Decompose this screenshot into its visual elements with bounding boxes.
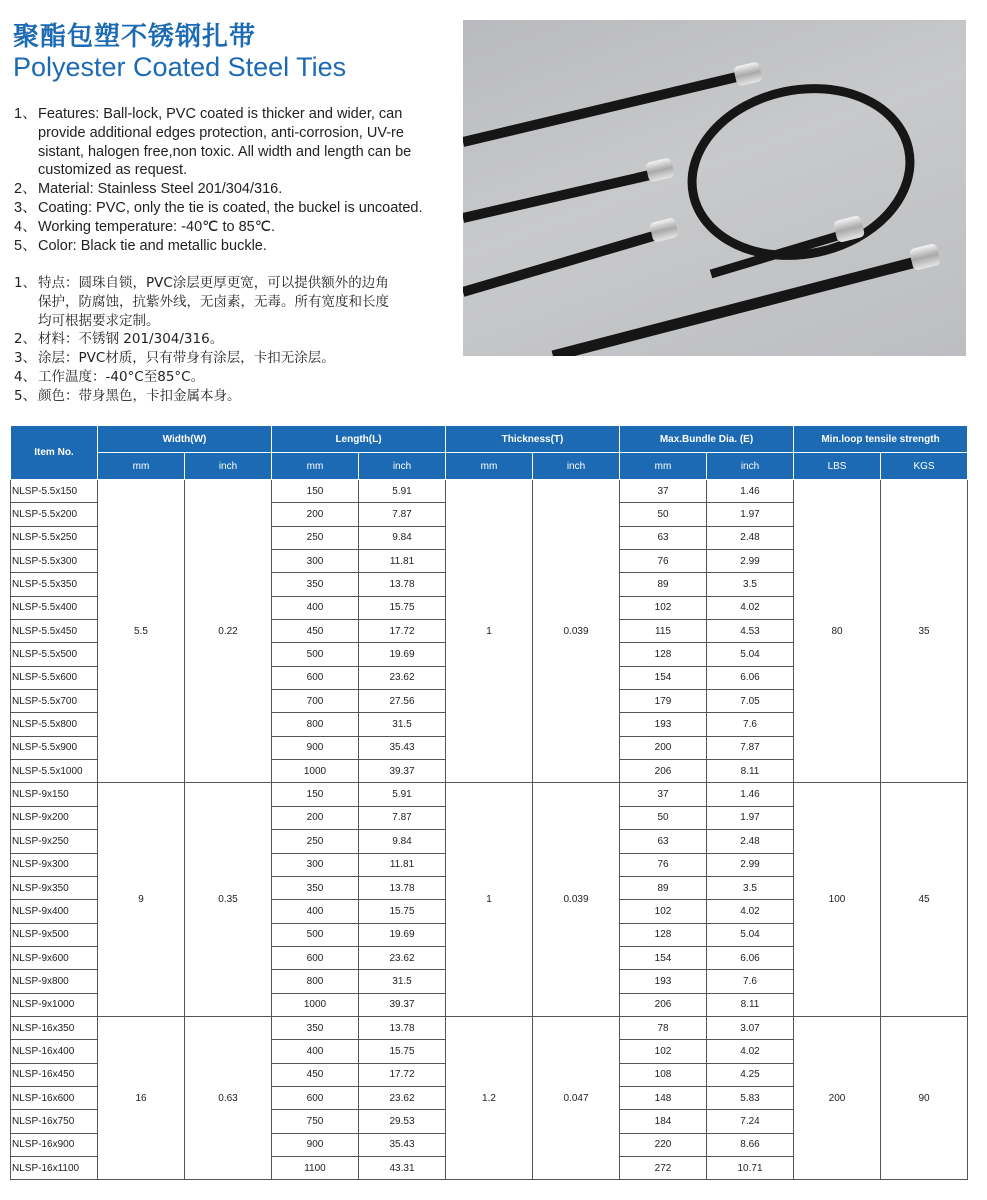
cell-length-mm: 900 <box>272 736 359 759</box>
cell-lbs: 200 <box>794 1016 881 1179</box>
cell-length-mm: 200 <box>272 806 359 829</box>
cell-bundle-mm: 200 <box>620 736 707 759</box>
cell-length-mm: 1000 <box>272 993 359 1016</box>
feature-number: 1、 <box>14 275 37 291</box>
cell-length-mm: 450 <box>272 620 359 643</box>
cell-length-inch: 19.69 <box>359 643 446 666</box>
cell-item-no: NLSP-16x1100 <box>11 1156 98 1179</box>
cell-bundle-inch: 4.02 <box>707 1040 794 1063</box>
cell-bundle-inch: 1.46 <box>707 783 794 806</box>
header-width: Width(W) <box>98 426 272 453</box>
cell-bundle-mm: 37 <box>620 480 707 503</box>
cell-bundle-inch: 6.06 <box>707 666 794 689</box>
cell-bundle-mm: 76 <box>620 853 707 876</box>
cell-thickness-mm: 1 <box>446 783 533 1016</box>
cell-bundle-mm: 63 <box>620 526 707 549</box>
header-tensile: Min.loop tensile strength <box>794 426 968 453</box>
cell-bundle-mm: 76 <box>620 550 707 573</box>
cell-bundle-mm: 148 <box>620 1086 707 1109</box>
cell-length-inch: 7.87 <box>359 503 446 526</box>
feature-line: 特点：圆珠自锁，PVC涂层更厚更宽，可以提供额外的边角 <box>38 275 389 291</box>
features-list-chinese <box>14 274 454 406</box>
cell-thickness-mm: 1 <box>446 480 533 783</box>
cell-length-inch: 19.69 <box>359 923 446 946</box>
feature-item <box>14 180 454 199</box>
cell-bundle-mm: 102 <box>620 900 707 923</box>
feature-line: customized as request. <box>38 162 188 179</box>
cell-bundle-inch: 7.24 <box>707 1110 794 1133</box>
cell-length-mm: 300 <box>272 853 359 876</box>
subheader-width-mm: mm <box>98 453 185 480</box>
feature-number: 3、 <box>14 199 37 216</box>
cell-bundle-inch: 4.02 <box>707 596 794 619</box>
cell-kgs: 45 <box>881 783 968 1016</box>
cell-bundle-mm: 102 <box>620 596 707 619</box>
cell-bundle-mm: 50 <box>620 503 707 526</box>
header-thickness: Thickness(T) <box>446 426 620 453</box>
cell-item-no: NLSP-5.5x1000 <box>11 760 98 783</box>
cell-bundle-mm: 128 <box>620 643 707 666</box>
coated-steel-ties-photo <box>463 20 966 356</box>
feature-line: 保护，防腐蚀，抗紫外线，无卤素，无毒。所有宽度和长度 <box>38 293 389 310</box>
cell-item-no: NLSP-5.5x400 <box>11 596 98 619</box>
table-row <box>11 783 968 806</box>
feature-number: 3、 <box>14 350 37 367</box>
cell-length-inch: 17.72 <box>359 620 446 643</box>
feature-line: 颜色：带身黑色，卡扣金属本身。 <box>38 387 241 404</box>
cell-length-inch: 11.81 <box>359 853 446 876</box>
cell-width-inch: 0.35 <box>185 783 272 1016</box>
cell-bundle-inch: 1.97 <box>707 503 794 526</box>
cell-length-inch: 31.5 <box>359 713 446 736</box>
feature-item <box>14 274 454 330</box>
feature-line: 涂层：PVC材质，只有带身有涂层，卡扣无涂层。 <box>38 350 335 367</box>
cell-length-mm: 400 <box>272 1040 359 1063</box>
cell-length-mm: 400 <box>272 596 359 619</box>
cell-length-mm: 150 <box>272 480 359 503</box>
coated-steel-ties-photo-icon <box>463 20 966 356</box>
cell-item-no: NLSP-16x450 <box>11 1063 98 1086</box>
cell-kgs: 90 <box>881 1016 968 1179</box>
cell-length-mm: 350 <box>272 876 359 899</box>
cell-length-inch: 17.72 <box>359 1063 446 1086</box>
cell-thickness-inch: 0.039 <box>533 783 620 1016</box>
cell-length-mm: 600 <box>272 666 359 689</box>
cell-item-no: NLSP-9x250 <box>11 830 98 853</box>
feature-number: 5、 <box>14 387 37 404</box>
cell-length-mm: 250 <box>272 526 359 549</box>
cell-bundle-inch: 4.02 <box>707 900 794 923</box>
subheader-bundle-mm: mm <box>620 453 707 480</box>
cell-bundle-mm: 193 <box>620 713 707 736</box>
cell-kgs: 35 <box>881 480 968 783</box>
cell-item-no: NLSP-5.5x150 <box>11 480 98 503</box>
cell-item-no: NLSP-9x300 <box>11 853 98 876</box>
cell-lbs: 100 <box>794 783 881 1016</box>
cell-bundle-mm: 220 <box>620 1133 707 1156</box>
cell-item-no: NLSP-5.5x200 <box>11 503 98 526</box>
cell-length-mm: 600 <box>272 946 359 969</box>
cell-width-mm: 16 <box>98 1016 185 1179</box>
cell-bundle-inch: 2.99 <box>707 550 794 573</box>
cell-bundle-inch: 3.5 <box>707 876 794 899</box>
cell-bundle-inch: 5.04 <box>707 923 794 946</box>
cell-lbs: 80 <box>794 480 881 783</box>
cell-bundle-inch: 3.07 <box>707 1016 794 1039</box>
header-length: Length(L) <box>272 426 446 453</box>
cell-item-no: NLSP-9x150 <box>11 783 98 806</box>
subheader-length-inch: inch <box>359 453 446 480</box>
cell-bundle-mm: 206 <box>620 760 707 783</box>
cell-width-mm: 5.5 <box>98 480 185 783</box>
cell-length-inch: 15.75 <box>359 596 446 619</box>
spec-table <box>10 425 968 1180</box>
cell-bundle-mm: 206 <box>620 993 707 1016</box>
cell-width-inch: 0.22 <box>185 480 272 783</box>
cell-bundle-mm: 50 <box>620 806 707 829</box>
subheader-lbs: LBS <box>794 453 881 480</box>
cell-item-no: NLSP-9x500 <box>11 923 98 946</box>
cell-length-mm: 350 <box>272 1016 359 1039</box>
cell-length-mm: 900 <box>272 1133 359 1156</box>
cell-bundle-inch: 5.04 <box>707 643 794 666</box>
cell-bundle-inch: 8.11 <box>707 760 794 783</box>
cell-item-no: NLSP-5.5x700 <box>11 690 98 713</box>
feature-line: sistant, halogen free,non toxic. All width and length can be <box>38 143 412 160</box>
cell-length-inch: 31.5 <box>359 970 446 993</box>
feature-item <box>14 218 454 237</box>
subheader-bundle-inch: inch <box>707 453 794 480</box>
cell-item-no: NLSP-5.5x500 <box>11 643 98 666</box>
cell-bundle-inch: 10.71 <box>707 1156 794 1179</box>
feature-item <box>14 387 454 406</box>
cell-length-mm: 700 <box>272 690 359 713</box>
cell-item-no: NLSP-5.5x450 <box>11 620 98 643</box>
feature-item <box>14 105 454 180</box>
cell-bundle-inch: 5.83 <box>707 1086 794 1109</box>
table-row <box>11 1016 968 1039</box>
cell-item-no: NLSP-16x350 <box>11 1016 98 1039</box>
header-bundle-dia: Max.Bundle Dia. (E) <box>620 426 794 453</box>
feature-line: Working temperature: -40℃ to 85℃. <box>38 218 276 235</box>
cell-bundle-inch: 8.11 <box>707 993 794 1016</box>
cell-length-inch: 15.75 <box>359 1040 446 1063</box>
feature-line: Color: Black tie and metallic buckle. <box>38 237 267 254</box>
cell-bundle-inch: 7.6 <box>707 970 794 993</box>
feature-item <box>14 199 454 218</box>
cell-width-inch: 0.63 <box>185 1016 272 1179</box>
cell-length-inch: 39.37 <box>359 993 446 1016</box>
cell-bundle-inch: 7.6 <box>707 713 794 736</box>
cell-bundle-inch: 1.97 <box>707 806 794 829</box>
cell-length-mm: 800 <box>272 713 359 736</box>
cell-bundle-mm: 37 <box>620 783 707 806</box>
cell-bundle-mm: 102 <box>620 1040 707 1063</box>
cell-length-inch: 13.78 <box>359 876 446 899</box>
cell-length-mm: 150 <box>272 783 359 806</box>
cell-length-mm: 1000 <box>272 760 359 783</box>
features-list-english <box>14 105 454 255</box>
feature-line: Material: Stainless Steel 201/304/316. <box>38 181 283 198</box>
table-subheader-row <box>11 453 968 480</box>
feature-item <box>14 349 454 368</box>
cell-bundle-mm: 78 <box>620 1016 707 1039</box>
cell-length-mm: 600 <box>272 1086 359 1109</box>
feature-line: Coating: PVC, only the tie is coated, the buckel is uncoated. <box>38 199 423 216</box>
cell-item-no: NLSP-9x800 <box>11 970 98 993</box>
cell-item-no: NLSP-9x1000 <box>11 993 98 1016</box>
feature-number: 2、 <box>14 331 37 348</box>
feature-item <box>14 368 454 387</box>
cell-bundle-mm: 272 <box>620 1156 707 1179</box>
cell-length-inch: 35.43 <box>359 1133 446 1156</box>
cell-length-mm: 1100 <box>272 1156 359 1179</box>
cell-length-inch: 7.87 <box>359 806 446 829</box>
cell-bundle-inch: 1.46 <box>707 480 794 503</box>
cell-length-mm: 450 <box>272 1063 359 1086</box>
subheader-width-inch: inch <box>185 453 272 480</box>
cell-bundle-mm: 154 <box>620 666 707 689</box>
cell-length-inch: 5.91 <box>359 480 446 503</box>
cell-bundle-mm: 184 <box>620 1110 707 1133</box>
cell-bundle-mm: 179 <box>620 690 707 713</box>
feature-line: Features: Ball-lock, PVC coated is thicker and wider, can <box>38 106 403 122</box>
cell-item-no: NLSP-9x400 <box>11 900 98 923</box>
cell-item-no: NLSP-5.5x300 <box>11 550 98 573</box>
cell-width-mm: 9 <box>98 783 185 1016</box>
header-item-no: Item No. <box>11 426 98 480</box>
feature-line: provide additional edges protection, anti-corrosion, UV-re <box>38 124 404 141</box>
page-title-english: Polyester Coated Steel Ties <box>13 52 347 82</box>
cell-item-no: NLSP-9x350 <box>11 876 98 899</box>
cell-bundle-inch: 4.53 <box>707 620 794 643</box>
cell-item-no: NLSP-16x750 <box>11 1110 98 1133</box>
feature-number: 2、 <box>14 181 37 198</box>
cell-length-inch: 5.91 <box>359 783 446 806</box>
cell-length-mm: 750 <box>272 1110 359 1133</box>
cell-length-inch: 13.78 <box>359 573 446 596</box>
cell-item-no: NLSP-5.5x350 <box>11 573 98 596</box>
cell-item-no: NLSP-16x600 <box>11 1086 98 1109</box>
cell-length-mm: 200 <box>272 503 359 526</box>
feature-line: 材料：不锈钢 201/304/316。 <box>38 331 224 348</box>
cell-length-inch: 23.62 <box>359 946 446 969</box>
cell-bundle-mm: 154 <box>620 946 707 969</box>
cell-length-mm: 500 <box>272 643 359 666</box>
cell-bundle-inch: 2.99 <box>707 853 794 876</box>
cell-bundle-inch: 2.48 <box>707 830 794 853</box>
cell-bundle-mm: 63 <box>620 830 707 853</box>
feature-number: 1、 <box>14 106 37 122</box>
cell-item-no: NLSP-5.5x250 <box>11 526 98 549</box>
cell-length-inch: 23.62 <box>359 666 446 689</box>
table-row <box>11 480 968 503</box>
cell-length-inch: 11.81 <box>359 550 446 573</box>
page-title-chinese: 聚酯包塑不锈钢扎带 <box>13 22 257 52</box>
spec-table-body <box>11 480 968 1180</box>
feature-number: 5、 <box>14 237 37 254</box>
cell-item-no: NLSP-9x200 <box>11 806 98 829</box>
cell-length-mm: 400 <box>272 900 359 923</box>
cell-length-inch: 9.84 <box>359 830 446 853</box>
cell-length-inch: 9.84 <box>359 526 446 549</box>
cell-length-mm: 300 <box>272 550 359 573</box>
cell-thickness-mm: 1.2 <box>446 1016 533 1179</box>
cell-bundle-inch: 8.66 <box>707 1133 794 1156</box>
feature-line: 工作温度：-40°C至85°C。 <box>38 368 205 385</box>
cell-thickness-inch: 0.047 <box>533 1016 620 1179</box>
cell-length-inch: 27.56 <box>359 690 446 713</box>
cell-bundle-mm: 89 <box>620 876 707 899</box>
cell-bundle-inch: 4.25 <box>707 1063 794 1086</box>
cell-bundle-inch: 2.48 <box>707 526 794 549</box>
cell-length-inch: 13.78 <box>359 1016 446 1039</box>
cell-item-no: NLSP-5.5x900 <box>11 736 98 759</box>
cell-length-inch: 23.62 <box>359 1086 446 1109</box>
feature-item <box>14 237 454 256</box>
cell-length-mm: 800 <box>272 970 359 993</box>
subheader-thickness-mm: mm <box>446 453 533 480</box>
feature-line: 均可根据要求定制。 <box>38 312 160 329</box>
cell-bundle-inch: 7.87 <box>707 736 794 759</box>
cell-bundle-mm: 108 <box>620 1063 707 1086</box>
feature-number: 4、 <box>14 368 37 385</box>
cell-length-mm: 250 <box>272 830 359 853</box>
cell-length-inch: 15.75 <box>359 900 446 923</box>
cell-item-no: NLSP-5.5x800 <box>11 713 98 736</box>
cell-length-inch: 35.43 <box>359 736 446 759</box>
cell-item-no: NLSP-5.5x600 <box>11 666 98 689</box>
cell-bundle-mm: 89 <box>620 573 707 596</box>
cell-bundle-mm: 115 <box>620 620 707 643</box>
cell-bundle-inch: 7.05 <box>707 690 794 713</box>
subheader-thickness-inch: inch <box>533 453 620 480</box>
cell-bundle-mm: 128 <box>620 923 707 946</box>
table-header-row <box>11 426 968 453</box>
cell-thickness-inch: 0.039 <box>533 480 620 783</box>
cell-length-inch: 29.53 <box>359 1110 446 1133</box>
cell-length-mm: 350 <box>272 573 359 596</box>
cell-bundle-inch: 3.5 <box>707 573 794 596</box>
cell-bundle-mm: 193 <box>620 970 707 993</box>
feature-item <box>14 330 454 349</box>
cell-bundle-inch: 6.06 <box>707 946 794 969</box>
cell-item-no: NLSP-9x600 <box>11 946 98 969</box>
cell-length-inch: 39.37 <box>359 760 446 783</box>
subheader-kgs: KGS <box>881 453 968 480</box>
cell-length-mm: 500 <box>272 923 359 946</box>
feature-number: 4、 <box>14 218 37 235</box>
cell-item-no: NLSP-16x900 <box>11 1133 98 1156</box>
cell-length-inch: 43.31 <box>359 1156 446 1179</box>
cell-item-no: NLSP-16x400 <box>11 1040 98 1063</box>
subheader-length-mm: mm <box>272 453 359 480</box>
